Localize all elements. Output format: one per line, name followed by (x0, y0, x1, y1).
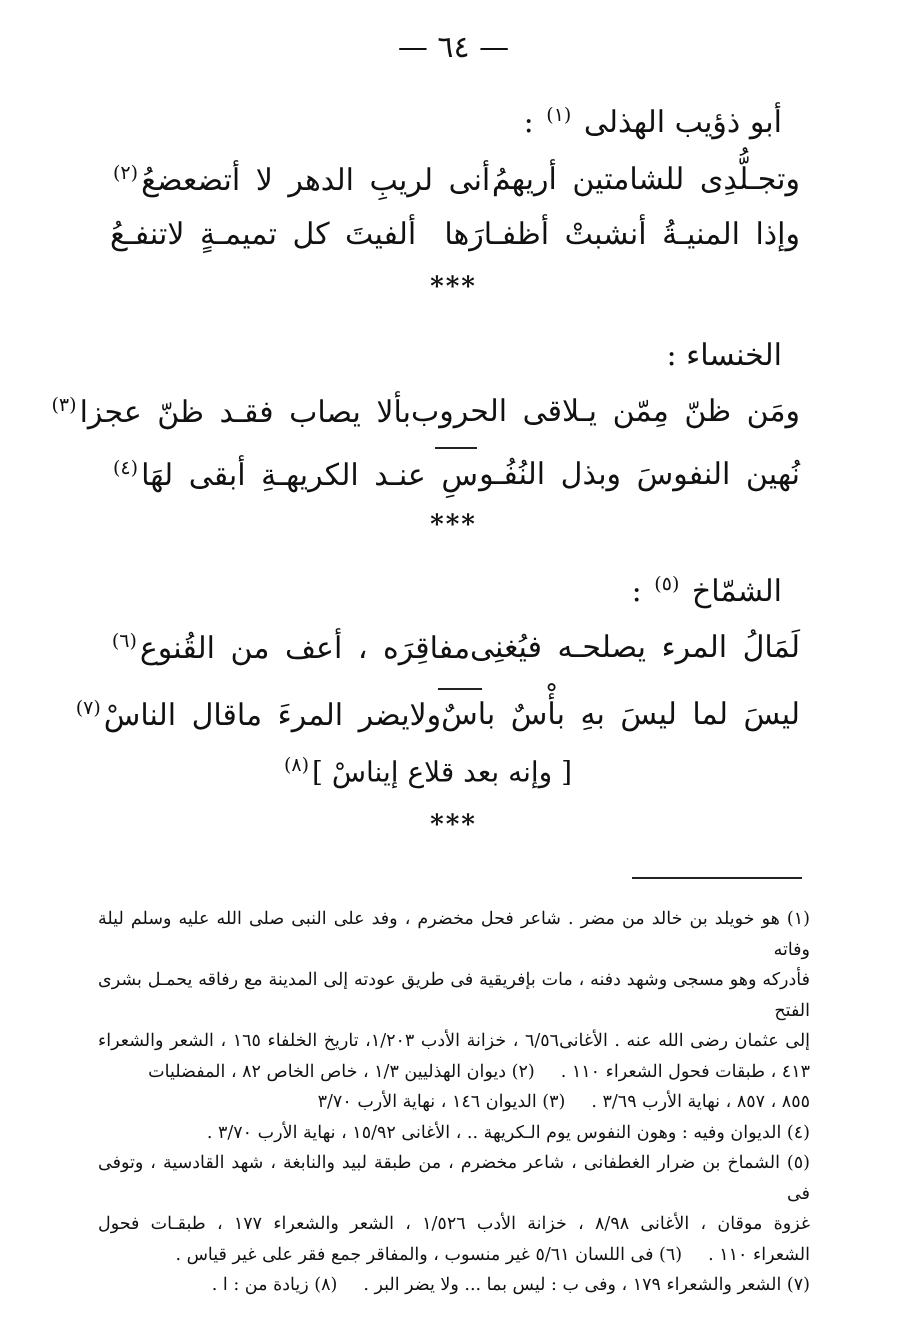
footnote-line: (١) هو خويلد بن خالد من مضر . شاعر فحل مخضرم ، وفد على النبى صلى الله عليه وسلم ليلة وفاته (98, 909, 810, 960)
verse-line (51, 394, 800, 430)
second-hemistich: ولايضر المرءَ ماقال الناسْ$^{(٧)}$ (75, 697, 442, 733)
poet-heading-3 (632, 573, 782, 609)
footnote-line: فأدركه وهو مسجى وشهد دفنه ، مات بإفريقية فى طريق عودته إلى المدينة مع رفاقه يحمـل بشرى الفتح (98, 970, 810, 1021)
footnote-ref: (٣) (51, 394, 77, 416)
second-hemistich: بألا يصاب فقـد ظنّ عجزا$^{(٣)}$ (51, 394, 411, 430)
colon: : (631, 574, 642, 609)
verse-line (110, 217, 800, 252)
footnote-line: (٧) الشعر والشعراء ١٧٩ ، وفى ب : ليس بما ... ولا يضر البر .(٨) زيادة من : ا . (211, 1275, 810, 1295)
footnote-line: غزوة موقان ، الأغانى ٨/٩٨ ، خزانة الأدب ١/٥٢٦ ، الشعر والشعراء ١٧٧ ، طبقـات فحول (98, 1214, 811, 1234)
footnote-ref: (٦) (111, 630, 137, 652)
footnote-line: (٤) الديوان وفيه : وهون النفوس يوم الـكريهة .. ، الأغانى ١٥/٩٢ ، نهاية الأرب ٣/٧٠ . (206, 1122, 810, 1143)
section-divider: *** (430, 510, 477, 540)
first-hemistich: وتجـلُّدِى للشامتين أريهمُ (491, 162, 800, 197)
poet-heading-2 (666, 338, 782, 373)
verse-line (110, 162, 800, 198)
footnote-ref: (٨) (283, 754, 310, 776)
poet-name: الخنساء (686, 338, 782, 373)
footnote-line: ٤١٣ ، طبقات فحول الشعراء ١١٠ .(٢) ديوان الهذليين ١/٣ ، خاص الخاص ٨٢ ، المفضليات (148, 1061, 810, 1082)
footnote-ref: (٥) (654, 573, 680, 595)
footnotes (98, 904, 810, 1301)
footnote-ref: (١) (546, 104, 572, 126)
verse-line (110, 630, 800, 666)
footnote-line: ٨٥٥ ، ٨٥٧ ، نهاية الأرب ٣/٦٩ .(٣) الديوان ١٤٦ ، نهاية الأرب ٣/٧٠ (317, 1092, 810, 1112)
second-hemistich: أنى لريبِ الدهر لا أتضعضعُ$^{(٢)}$ (113, 162, 491, 198)
colon: : (523, 105, 534, 140)
page-number: — ٦٤ — (397, 30, 510, 65)
first-hemistich: نُهين النفوسَ وبذل النُفُـو (479, 457, 800, 492)
footnote-line: الشعراء ١١٠ .(٦) فى اللسان ٥/٦١ غير منسوب ، والمفاقر جمع فقر على غير قياس . (175, 1244, 810, 1265)
second-hemistich: ألفيتَ كل تميمـةٍ لاتنفـعُ (110, 217, 417, 252)
verse-line (75, 697, 800, 733)
hemistich-bar (435, 447, 477, 449)
first-hemistich: وإذا المنيـةُ أنشبتْ أظفـارَها (444, 217, 800, 252)
verse-line (110, 457, 800, 493)
footnote-ref: (٢) (113, 162, 139, 184)
footnote-ref: (٧) (75, 697, 101, 719)
hemistich-bar (438, 688, 482, 690)
footnote-separator (632, 877, 802, 879)
second-hemistich: سِ عنـد الكريهـةِ أبقى لهَا$^{(٤)}$ (113, 457, 478, 493)
section-divider: *** (430, 272, 477, 302)
colon: : (666, 338, 677, 373)
first-hemistich: ليسَ لما ليسَ بهِ بأْسٌ باسٌ (441, 697, 800, 732)
first-hemistich: ومَن ظنّ مِمّن يـلاقى الحروب (410, 394, 800, 429)
poet-heading-1 (524, 104, 782, 140)
section-divider: *** (430, 810, 477, 840)
bracketed-addition: [ وإنه بعد قلاع إيناسْ ]$^{(٨)}$ (283, 754, 572, 789)
second-hemistich: مفاقِرَه ، أعف من القُنوع$^{(٦)}$ (111, 630, 471, 666)
first-hemistich: لَمَالُ المرء يصلحـه فيُغنِى (470, 630, 800, 665)
footnote-line: إلى عثمان رضى الله عنه . الأغانى٦/٥٦ ، خزانة الأدب ١/٢٠٣، تاريخ الخلفاء ١٦٥ ، الشعر والشعراء (98, 1031, 811, 1051)
footnote-ref: (٤) (113, 457, 139, 479)
poet-name: أبو ذؤيب الهذلى (583, 105, 782, 140)
poet-name: الشمّاخ (691, 574, 782, 609)
footnote-line: (٥) الشماخ بن ضرار الغطفانى ، شاعر مخضرم ، من طبقة لبيد والنابغة ، شهد القادسية ، وتوفى فى (98, 1153, 810, 1204)
